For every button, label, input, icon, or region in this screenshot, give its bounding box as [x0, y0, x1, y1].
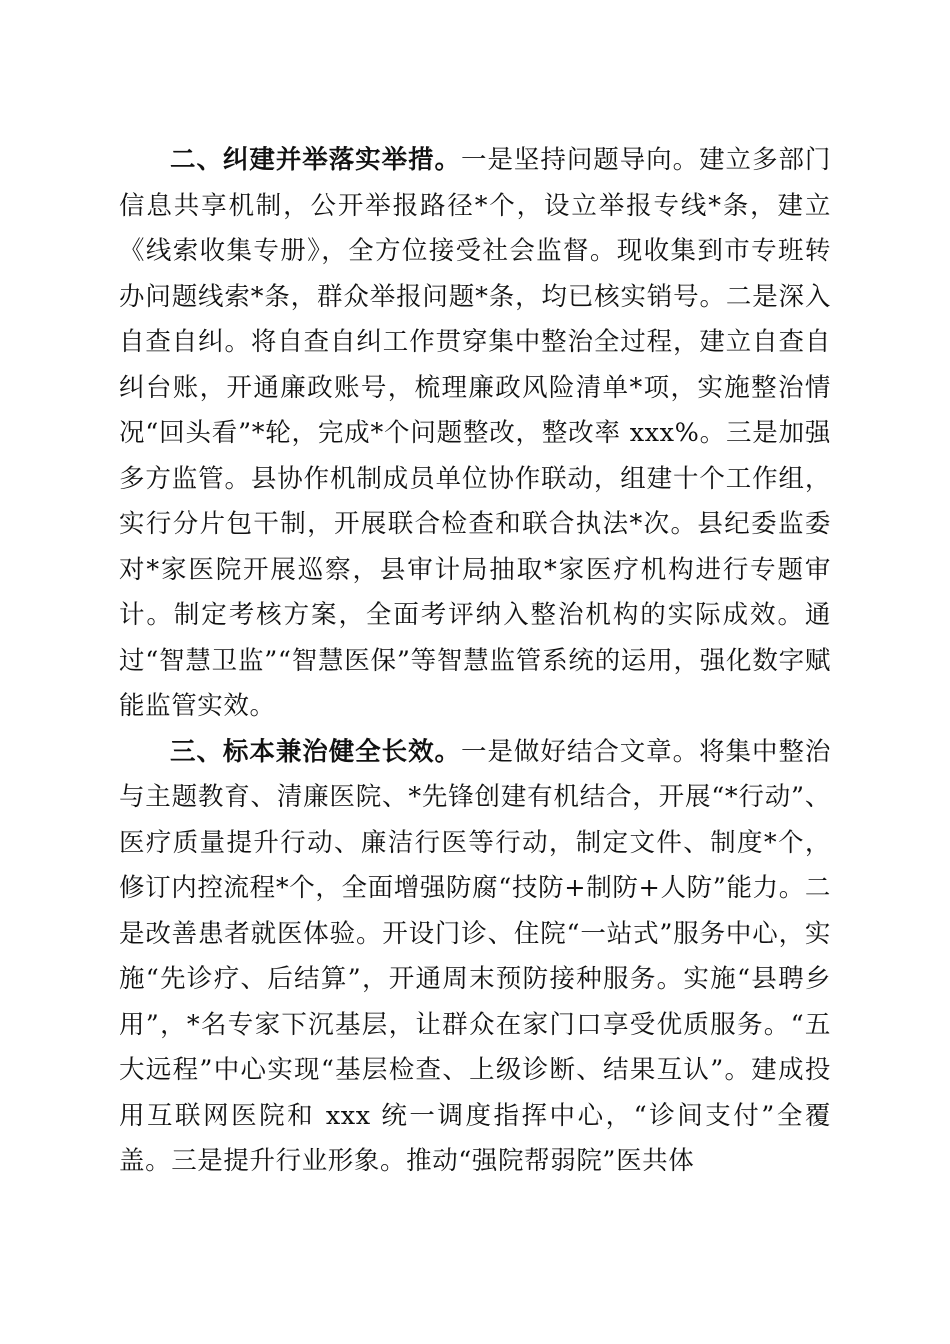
section-heading-3: 三、标本兼治健全长效。	[170, 736, 461, 767]
section-paragraph-3	[119, 730, 831, 1185]
section-body-3: 一是做好结合文章。将集中整治与主题教育、清廉医院、*先锋创建有机结合，开展“*行动”、医疗质量提升行动、廉洁行医等行动，制定文件、制度*个，修订内控流程*个，全面增强防腐“技防+制防+人防”能力。二是改善患者就医体验。开设门诊、住院“一站式”服务中心，实施“先诊疗、后结算”，开通周末预防接种服务。实施“县聘乡用”，*名专家下沉基层，让群众在家门口享受优质服务。“五大远程”中心实现“基层检查、上级诊断、结果互认”。建成投用互联网医院和 xxx 统一调度指挥中心，“诊间支付”全覆盖。三是提升行业形象。推动“强院帮弱院”医共体	[119, 736, 831, 1176]
section-paragraph-2	[119, 138, 831, 730]
document-page	[119, 138, 831, 1185]
section-body-2: 一是坚持问题导向。建立多部门信息共享机制，公开举报路径*个，设立举报专线*条，建立《线索收集专册》，全方位接受社会监督。现收集到市专班转办问题线索*条，群众举报问题*条，均已核实销号。二是深入自查自纠。将自查自纠工作贯穿集中整治全过程，建立自查自纠台账，开通廉政账号，梳理廉政风险清单*项，实施整治情况“回头看”*轮，完成*个问题整改，整改率 xxx%。三是加强多方监管。县协作机制成员单位协作联动，组建十个工作组，实行分片包干制，开展联合检查和联合执法*次。县纪委监委对*家医院开展巡察，县审计局抽取*家医疗机构进行专题审计。制定考核方案，全面考评纳入整治机构的实际成效。通过“智慧卫监”“智慧医保”等智慧监管系统的运用，强化数字赋能监管实效。	[119, 145, 831, 721]
section-heading-2: 二、纠建并举落实举措。	[170, 145, 461, 175]
